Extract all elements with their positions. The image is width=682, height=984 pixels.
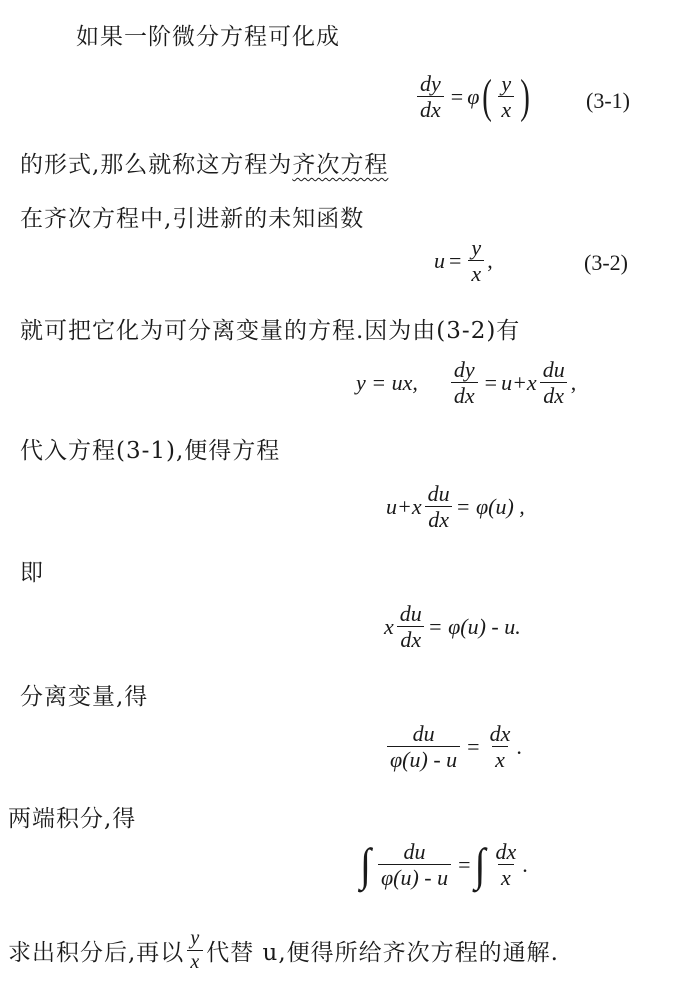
paragraph-separate-variables: 分离变量,得: [20, 684, 149, 710]
equation-3-2: [434, 236, 493, 285]
denominator: x: [187, 950, 203, 973]
period: .: [522, 851, 528, 877]
fraction-dx-x: [493, 840, 520, 889]
paragraph-general-solution: [8, 928, 559, 973]
paragraph-form: [20, 146, 388, 179]
paragraph-separable: 就可把它化为可分离变量的方程.因为由(3-2)有: [20, 318, 521, 344]
denominator: x: [492, 746, 508, 771]
numerator: du: [542, 357, 565, 382]
fraction-y-x: [498, 72, 514, 121]
numerator: y: [190, 927, 201, 949]
numerator: du: [399, 601, 422, 626]
equation-separated: [384, 722, 522, 771]
equation-substitution: [356, 358, 576, 407]
equals-sign: =: [450, 83, 464, 109]
fraction-du-dx: [540, 358, 568, 407]
equation-3-1: [414, 69, 533, 123]
fraction-du-dx: [425, 482, 453, 531]
left-paren: (: [482, 69, 493, 123]
denominator: dx: [417, 96, 444, 121]
numerator: dx: [495, 839, 517, 864]
fraction-du-over-phi: [378, 840, 451, 889]
equals-sign: =: [467, 733, 480, 759]
denominator: x: [498, 864, 514, 889]
right-paren: ): [520, 69, 530, 123]
fraction-y-x: [468, 236, 484, 285]
equals-sign: =: [484, 369, 498, 395]
numerator: y: [471, 235, 482, 260]
paragraph-form-prefix: 的形式,那么就称这方程为: [20, 152, 293, 178]
numerator: dx: [489, 721, 511, 746]
denominator: dx: [540, 382, 567, 407]
fraction-du-over-phi: [387, 722, 460, 771]
paragraph-general-solution-suffix: 代替 u,便得所给齐次方程的通解.: [206, 940, 559, 966]
paragraph-integrate: 两端积分,得: [8, 806, 137, 832]
denominator: φ(u) - u: [387, 746, 460, 771]
integral-sign: ∫: [474, 838, 486, 890]
paragraph-namely: 即: [20, 560, 44, 586]
equation-u-plus-x: [386, 482, 525, 531]
equation-number-3-1: (3-1): [586, 88, 630, 113]
denominator: dx: [425, 506, 452, 531]
equals-sign: =: [458, 851, 471, 877]
relation-y-ux: y = ux,: [356, 369, 418, 395]
expr-u-plus-x: u+x: [501, 369, 537, 395]
numerator: dy: [453, 357, 475, 382]
fraction-dx-x: [487, 722, 514, 771]
equation-x-du-dx: [384, 602, 521, 651]
term-homogeneous-equation: 齐次方程: [292, 152, 389, 178]
numerator: dy: [420, 71, 441, 96]
denominator: dx: [397, 626, 424, 651]
paragraph-new-function: 在齐次方程中,引进新的未知函数: [20, 206, 365, 232]
period: .: [516, 733, 522, 759]
integral-sign: ∫: [360, 838, 371, 890]
equals-sign: =: [449, 247, 462, 273]
numerator: du: [403, 839, 426, 864]
paragraph-substitute: 代入方程(3-1),便得方程: [20, 438, 281, 464]
denominator: φ(u) - u: [378, 864, 451, 889]
comma: ,: [487, 247, 493, 273]
variable-x: x: [384, 613, 394, 639]
comma: ,: [570, 369, 577, 395]
fraction-du-dx: [397, 602, 425, 651]
paragraph-intro: 如果一阶微分方程可化成: [76, 24, 340, 50]
fraction-y-x: [187, 928, 203, 973]
equation-integrated: [360, 840, 528, 889]
rhs-phi-u: = φ(u) ,: [455, 493, 525, 519]
phi-symbol: φ: [467, 83, 480, 109]
denominator: x: [498, 96, 514, 121]
paragraph-general-solution-prefix: 求出积分后,再以: [8, 940, 185, 966]
numerator: y: [501, 71, 512, 96]
numerator: du: [427, 481, 450, 506]
fraction-dy-dx: [451, 358, 478, 407]
variable-u: u: [434, 247, 445, 273]
expr-u-plus-x: u+x: [386, 493, 422, 519]
fraction-dy-dx: [417, 72, 444, 121]
equation-number-3-2: (3-2): [584, 250, 628, 275]
rhs-phi-u-minus-u: = φ(u) - u.: [427, 613, 521, 639]
numerator: du: [412, 721, 435, 746]
denominator: dx: [451, 382, 478, 407]
denominator: x: [468, 260, 484, 285]
